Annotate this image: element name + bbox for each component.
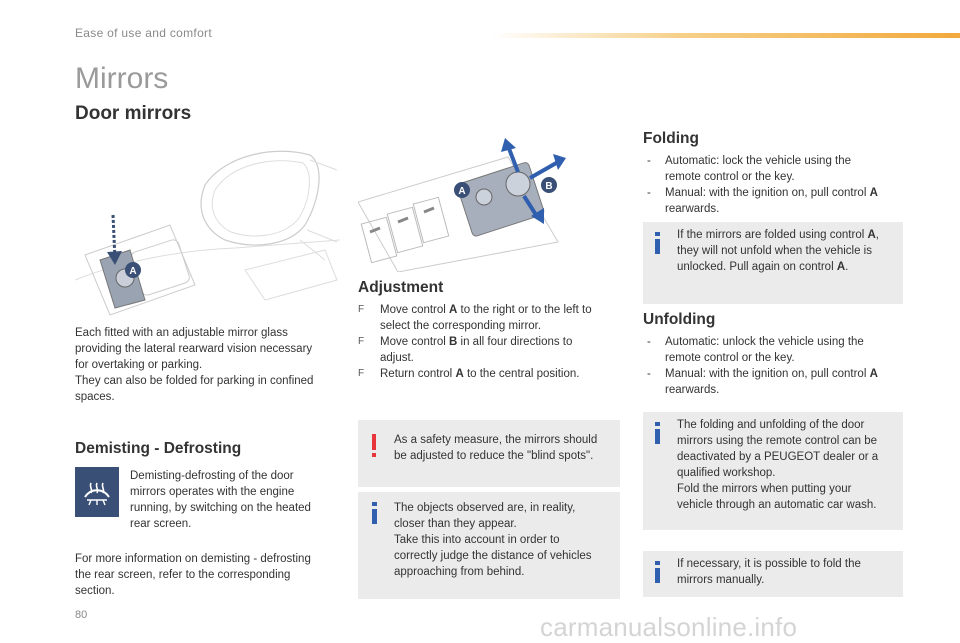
info-icon: [372, 509, 377, 524]
objects-info-box: The objects observed are, in reality, closer than they appear. Take this into account in order to correctly judge the distance of vehicles approaching from behind.: [358, 492, 620, 599]
list-item: F Move control B in all four directions to adjust.: [358, 336, 573, 364]
label-b-middle: B: [545, 181, 553, 192]
door-mirrors-heading: Door mirrors: [75, 103, 192, 124]
label-a-middle: A: [458, 186, 466, 197]
mirror-control-illustration: [358, 132, 618, 272]
list-item: F Return control A to the central position.: [358, 368, 580, 380]
list-item: - Manual: with the ignition on, pull control A rearwards.: [647, 187, 878, 215]
watermark: carmanualsonline.info: [540, 612, 798, 642]
unfolding-note-box: The folding and unfolding of the door mirrors using the remote control can be deactivated by a PEUGEOT dealer or a qualified workshop. Fold the mirrors when putting your vehicle through an automatic car wash.: [643, 412, 903, 530]
list-item: - Manual: with the ignition on, pull control A rearwards.: [647, 368, 878, 396]
info-icon: [655, 239, 660, 254]
warning-icon: [372, 434, 376, 450]
adjustment-list: [358, 302, 618, 382]
unfolding-heading: Unfolding: [643, 311, 716, 328]
label-a-left: A: [129, 266, 137, 277]
list-item: F Move control A to the right or to the left to select the corresponding mirror.: [358, 304, 592, 332]
demisting-text: Demisting-defrosting of the door mirrors operates with the engine running, by switching on the heated rear screen.: [130, 470, 311, 530]
page-title: Mirrors: [75, 62, 169, 95]
unfolding-list: [643, 334, 908, 398]
defrost-button-icon: [75, 467, 119, 517]
demisting-heading: Demisting - Defrosting: [75, 440, 242, 457]
info-icon: [655, 429, 660, 444]
info-icon: [655, 568, 660, 583]
door-mirrors-intro: Each fitted with an adjustable mirror glass providing the lateral rearward vision necessary for overtaking or parking. They can also be folded for parking in confined spaces.: [75, 327, 314, 403]
manual-fold-note-box: If necessary, it is possible to fold the mirrors manually.: [643, 551, 903, 597]
folding-note-box: If the mirrors are folded using control A, they will not unfold when the vehicle is unlocked. Pull again on control A.: [643, 222, 903, 304]
list-item: - Automatic: lock the vehicle using the remote control or the key.: [647, 155, 852, 183]
adjustment-heading: Adjustment: [358, 279, 444, 296]
section-header: Ease of use and comfort: [75, 26, 212, 40]
folding-heading: Folding: [643, 130, 699, 147]
safety-warning-box: As a safety measure, the mirrors should be adjusted to reduce the "blind spots".: [358, 420, 620, 487]
door-mirror-illustration: [75, 130, 340, 320]
list-item: - Automatic: unlock the vehicle using the remote control or the key.: [647, 336, 864, 364]
page-number: 80: [75, 609, 88, 621]
demisting-more-info: For more information on demisting - defrosting the rear screen, refer to the corresponding section.: [75, 553, 311, 597]
folding-list: [643, 153, 908, 217]
header-accent-bar: [492, 33, 960, 38]
